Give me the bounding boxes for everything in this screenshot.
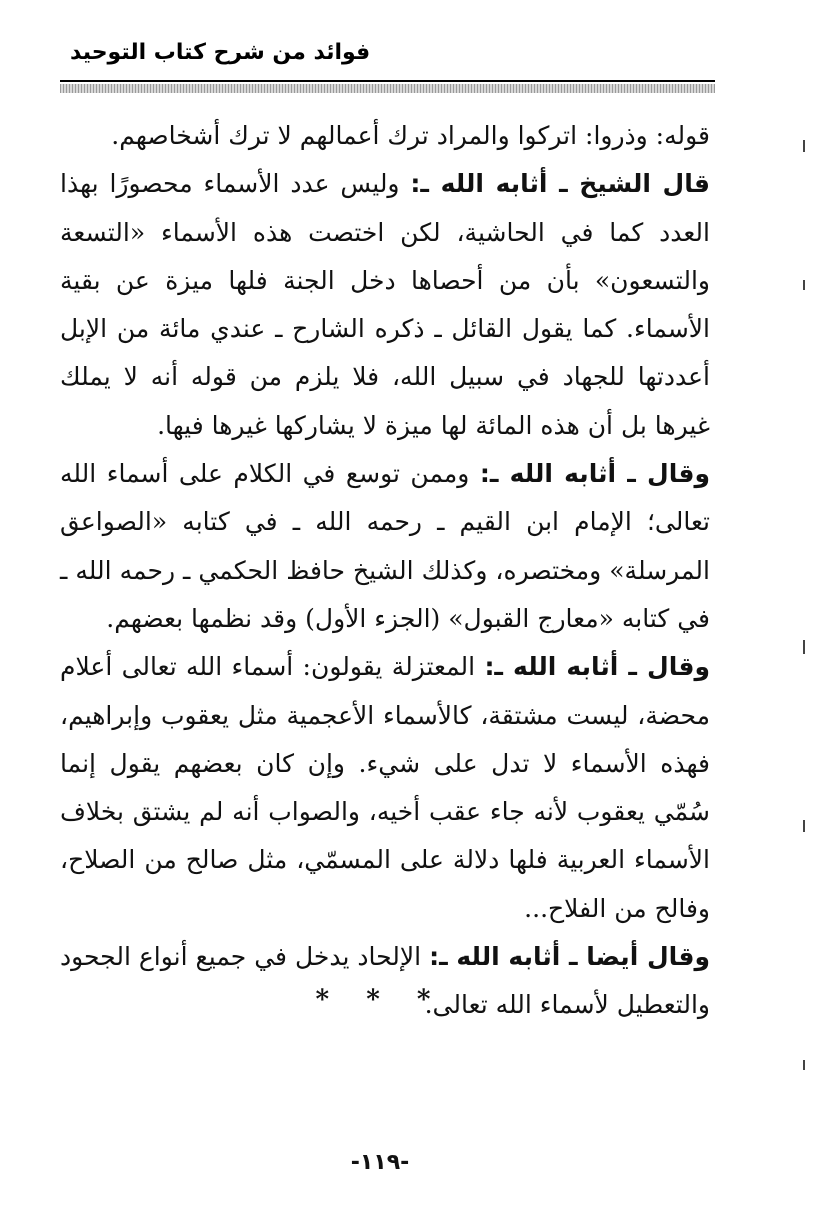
speaker-label: وقال أيضا ـ أثابه الله ـ: — [429, 942, 710, 972]
page-number: -١١٩- — [350, 1150, 410, 1175]
header-rule — [60, 80, 715, 82]
margin-mark — [803, 640, 805, 654]
speaker-label: قال الشيخ ـ أثابه الله ـ: — [410, 169, 711, 199]
section-ornament: * * * — [315, 985, 445, 1015]
paragraph — [60, 160, 710, 450]
margin-mark — [803, 280, 805, 290]
header-title: فوائد من شرح كتاب التوحيد — [70, 40, 371, 65]
paragraph-text: المعتزلة يقولون: أسماء الله تعالى أعلام محضة، ليست مشتقة، كالأسماء الأعجمية مثل يعقوب وإبراهيم، فهذه الأسماء لا تدل على شيء. وإن كان بعضهم يقول إنما سُمّي يعقوب لأنه جاء عقب أخيه، والصواب أنه لم يشتق بخلاف الأسماء العربية فلها دلالة على المسمّي، مثل صالح من الصلاح، وفالح من الفلاح... — [60, 652, 710, 923]
paragraph-text: قوله: وذروا: اتركوا والمراد ترك أعمالهم لا ترك أشخاصهم. — [111, 121, 710, 150]
paragraph-text: وليس عدد الأسماء محصورًا بهذا العدد كما في الحاشية، لكن اختصت هذه الأسماء «التسعة والتسعون» بأن من أحصاها دخل الجنة فلها ميزة عن بقية الأسماء. كما يقول القائل ـ ذكره الشارح ـ عندي مائة من الإبل أعددتها للجهاد في سبيل الله، فلا يلزم من قوله أنه لا يملك غيرها بل أن هذه المائة لها ميزة لا يشاركها غيرها فيها. — [60, 169, 710, 440]
body-text — [60, 112, 710, 1030]
paragraph — [60, 112, 710, 160]
margin-mark — [803, 820, 805, 832]
speaker-label: وقال ـ أثابه الله ـ: — [484, 652, 710, 682]
paragraph-text: وممن توسع في الكلام على أسماء الله تعالى؛ الإمام ابن القيم ـ رحمه الله ـ في كتابه «الصواعق المرسلة» ومختصره، وكذلك الشيخ حافظ الحكمي ـ رحمه الله ـ في كتابه «معارج القبول» (الجزء الأول) وقد نظمها بعضهم. — [60, 459, 710, 633]
paragraph — [60, 643, 710, 933]
header-band — [60, 84, 715, 93]
speaker-label: وقال ـ أثابه الله ـ: — [479, 459, 710, 489]
paragraph — [60, 450, 710, 643]
paragraph — [60, 933, 710, 1030]
margin-mark — [803, 140, 805, 152]
margin-mark — [803, 1060, 805, 1070]
paragraph-text: الإلحاد يدخل في جميع أنواع الجحود والتعطيل لأسماء الله تعالى. — [60, 942, 710, 1020]
